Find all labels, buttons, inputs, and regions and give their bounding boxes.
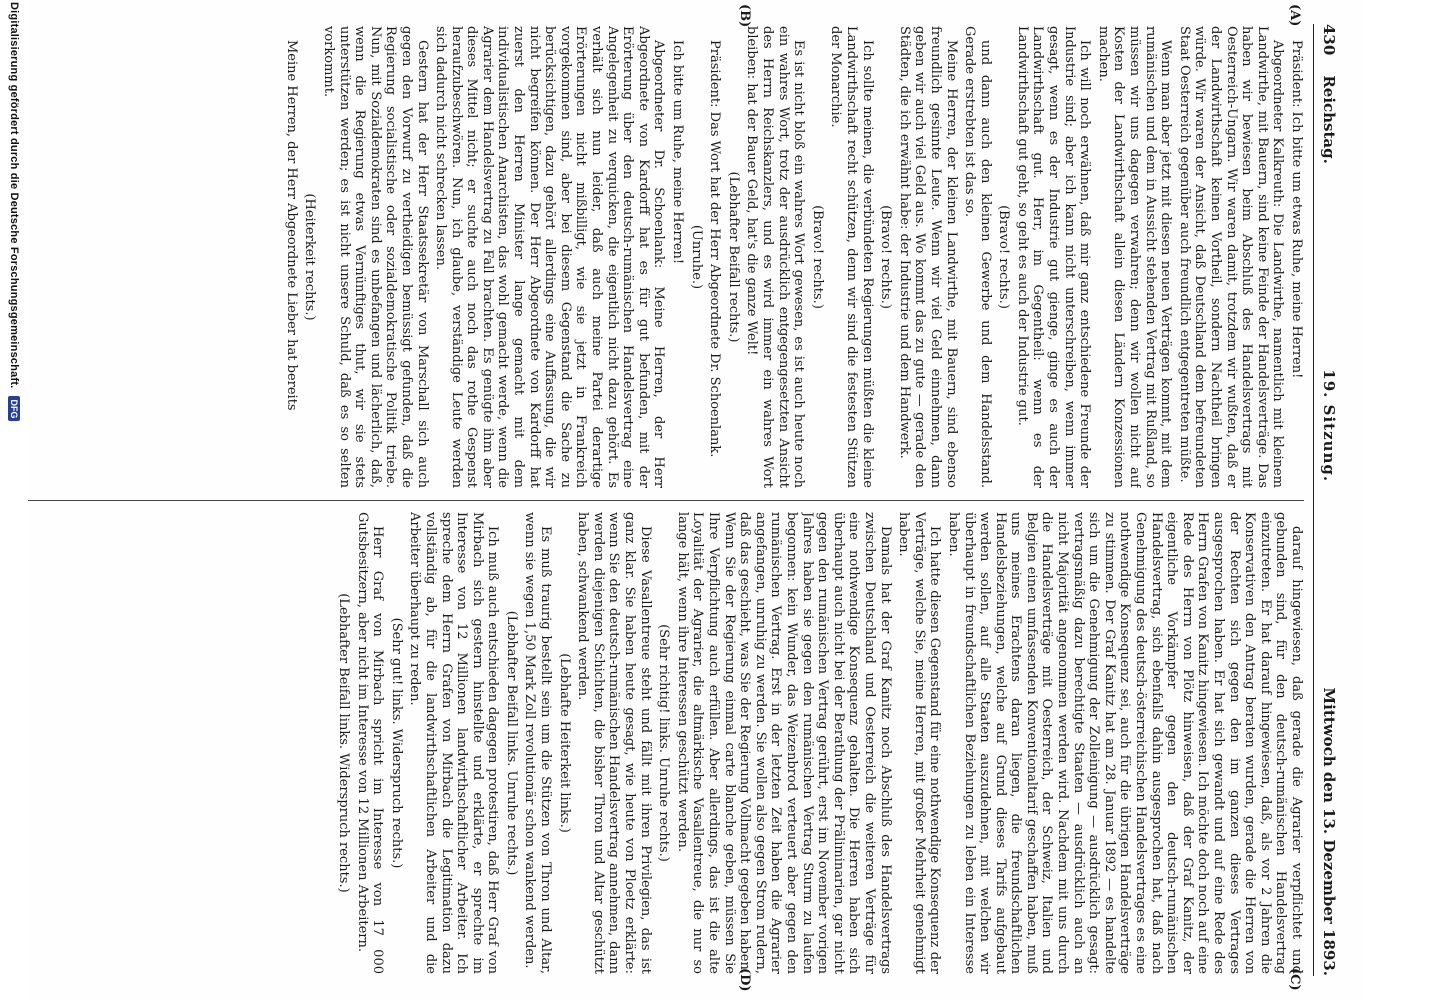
section-marker-d: (D) [737, 968, 752, 992]
right-text-column [12, 512, 1304, 974]
column-divider [14, 500, 1304, 501]
paragraph: (Bravo! rechts.) [809, 205, 825, 309]
page-number: 430 [1320, 24, 1338, 56]
paragraph: (Bravo! rechts.) [878, 205, 894, 309]
paragraph: Ich muß auch entschieden dagegen protestiren, daß Herr Graf von Mirbach sich gestern hinstellte und erklärte, er sprechte im Interesse von 12 Millionen landwirthschaftlicher Arbeiter. Ich spreche dem Herrn Grafen von Mirbach die Legitimation dazu vollständig ab, für die landwirthschaftlichen Arbeiter und die Arbeiter überhaupt zu reden. [407, 512, 501, 974]
dfg-logo: DFG [8, 396, 20, 421]
paragraph: Ich hatte diesen Gegenstand für eine nothwendige Konsequenz der Verträge, welche Sie, meine Herren, mit großer Mehrheit genehmigt haben. [896, 512, 943, 974]
section-marker-c: (C) [1287, 968, 1302, 991]
page-header [1313, 24, 1344, 976]
paragraph: Wenn man aber jetzt mit diesen neuen Verträgen kommt, mit dem rumänischen und dem in Aussicht stehenden Vertrag mit Rußland, so müssen wir uns dagegen verwahren; denn wir wollen nicht auf Kosten der Landwirthschaft allein diesen Ländern Konzessionen machen. [1095, 26, 1174, 488]
paragraph: Herr Graf von Mirbach spricht im Interesse von 17 000 Gutsbesitzern, aber nicht im Interesse von 12 Millionen Arbeitern. [354, 512, 386, 974]
paragraph: Ich bitte um Ruhe, meine Herren! [670, 40, 686, 265]
section-marker-a: (A) [1287, 4, 1302, 27]
paragraph: (Unruhe.) [688, 224, 704, 290]
paragraph: (Lebhafter Beifall rechts.) [725, 171, 741, 343]
paragraph: Ich sollte meinen, die verbündeten Regierungen müßten die kleine Landwirthschaft recht schützen, denn wir sind die festesten Stützen der Monarchie. [828, 26, 875, 488]
paragraph: Meine Herren, der kleinen Landwirthe, mit Bauern, sind ebenso freundlich gesinnte Leute. Wenn wir viel Geld einnehmen, dann geben wir auch viel Geld aus. Wo kommt das zu gute — gerade den Städten, die ich erwähnt habe: der Industrie und dem Handwerk. [896, 26, 959, 488]
paragraph: Es muß traurig bestellt sein um die Stützen von Thron und Altar, wenn sie wegen 1,50 Mark Zoll revolutionär schon wankend werden. [522, 512, 554, 974]
session-date: Mittwoch den 13. Dezember 1893. [1320, 687, 1338, 976]
digitization-attribution: Digitalisierung gefördert durch die Deutsche Forschungsgemeinschaft. [8, 2, 20, 389]
paragraph: Ich will noch erwähnen, daß mir ganz entschiedene Freunde der Industrie sind; aber ich kann nicht unterschreiben, wenn immer gesagt, wenn es der Industrie gut gienge, ginge es auch der Landwirthschaft gut. Herr, im Gegentheil: wenn es der Landwirthschaft gut geht, so geht es auch der Industrie gut. [1014, 26, 1093, 488]
paragraph: Abgeordneter Dr. Schoenlank: Meine Herren, der Herr Abgeordnete von Kardorff hat es für gut befunden, mit der Erörterung über den deutsch-rumänischen Handelsvertrag eine Angelegenheit zu verquicken, die eigentlich nicht dazu gehört. Es verhält sich nun leider, daß auch meine Partei derartige Erörterungen nicht mißbilligt, wie sie jetzt in Frankreich vorgekommen sind, aber bei diesem Gegenstand die Sache zu berücksichtigen, dazu gehört allerdings eine Auffassung, die wir nicht begreifen können. Der Herr Abgeordnete von Kardorff hat zuerst den Herren Minister lange gemacht mit dem individualistischen Anarchisten, das wohl gemacht werde, wenn die Agrarier dem Handelsvertrag zu Fall brachten. Es genügte ihm aber dieses Mittel nicht; er suchte auch noch das rothe Gespenst heraufzubeschwören. Nun, ich glaube, verständige Leute werden sich dadurch nicht schrecken lassen. [433, 26, 667, 488]
left-text-column [12, 26, 1304, 488]
paragraph: Gestern hat der Herr Staatssekretär von Marschall sich auch gegen den Vorwurf zu vertheidigen bemüssigt gefunden, daß die Regierung socialistische oder sozialdemokratische Politik triebe. Nun, mit Sozialdemokraten sind es unbefangen und lächerlich, daß, wenn die Regierung etwas Vernünftiges thut, wir sie stets unterstützen werden; es ist nicht unsere Schuld, daß es so selten vorkommt. [320, 26, 430, 488]
paragraph: Damals hat der Graf Kanitz noch Abschluß des Handelsvertrags zwischen Deutschland und Oesterreich die weiteren Verträge für eine nothwendige Konsequenz gehalten. Die Herren haben sich überhaupt auch nicht bei der Berathung der Präliminarien, gar nicht gegen den rumänischen Vertrag gerührt, erst im November vorigen Jahres haben sie gegen den rumänischen Vertrag Sturm zu laufen begonnen: kein Wunder, das Weizenbrod verteuert aber gegen den rumänischen Vertrag. Erst in der letzten Zeit haben die Agrarier angefangen, unruhig zu werden. Sie wollen also gegen Strom rudern, daß das geschieht, was Sie der Regierung Vollmacht gegeben haben. Wenn Sie der Regierung einmal carte blanche geben, müssen Sie Ihre Verpflichtung auch erfüllen. Aber allerdings, das ist die alte Loyalität der Agrarier, die altmärkische Vasallentreue, die nur so lange hält, wenn ihre Interessen geschützt werden. [674, 512, 893, 974]
paragraph: (Lebhafte Heiterkeit links.) [556, 653, 572, 833]
session-label: 19. Sitzung. [1320, 369, 1338, 483]
paragraph: (Lebhafter Beifall links. Widerspruch rechts.) [335, 593, 351, 893]
section-marker-b: (B) [737, 4, 752, 28]
digitization-footer [0, 0, 28, 1002]
paragraph: Abgeordneter Kalkreuth: Die Landwirthe, namentlich mit kleinem Landwirthe, mit Bauern, sind keine Feinde der Handelsverträge. Das haben wir bewiesen beim Abschluß des Handelsvertrags mit Oesterreich-Ungarn. Wir waren damit, trotzdem wir wußten, daß er der Landwirthschaft keinen Vortheil, sondern Nachtheil bringen würde. Wir waren der Ansicht, daß Deutschland dem befreundeten Staat Oesterreich gegenüber auch freundlich entgegentreten müßte. [1176, 26, 1286, 488]
paragraph: Es ist nicht bloß ein wahres Wort gewesen, es ist auch heute noch ein wahres Wort, trotz der ausdrücklich entgegengesetzten Ansicht des Herrn Reichskanzlers, und es wird immer ein wahres Wort bleiben: hat der Bauer Geld, hat's die ganze Welt! [744, 26, 807, 488]
paragraph: (Sehr richtig! links. Unruhe rechts.) [656, 624, 672, 862]
paragraph: (Sehr gut! links. Widerspruch rechts.) [388, 617, 404, 869]
paragraph: Präsident: Ich bitte um etwas Ruhe, meine Herren! [1289, 40, 1304, 379]
paragraph: und dann auch den kleinen Gewerbe und dem Handelsstand. Gerade erstrebten ist das so. [962, 26, 993, 488]
paragraph: (Heiterkeit rechts.) [302, 193, 318, 321]
publication-title: Reichstag. [1320, 75, 1338, 164]
paragraph: (Lebhafter Beifall links. Unruhe rechts.) [503, 610, 519, 876]
paragraph: Präsident: Das Wort hat der Herr Abgeordnete Dr. Schoenlank. [707, 40, 723, 458]
paragraph: Meine Herren, der Herr Abgeordnete Lieber hat bereits [283, 40, 299, 411]
paragraph: Diese Vasallentreue steht und fällt mit ihren Privilegien, das ist ganz klar. Sie haben heute gesagt, wie heute von Ploetz erklärte: wenn Sie den deutsch-rumänischen Handelsvertrag annehmen, dann werden diejenigen Schichten, die bisher Thron und Altar geschützt haben, schwankend werden. [575, 512, 653, 974]
paragraph: darauf hingewiesen, daß gerade die Agrarier verpflichtet und gebunden sind, für den deutsch-rumänischen Handelsvertrag einzutreten. Er hat darauf hingewiesen, daß, als vor 2 Jahren die Konservativen den Antrag beraten wurden, gerade die Herren von der Rechten sich gegen den im ganzen dieses Vertrages ausgesprochen haben. Er hat sich gewandt und auf eine Rede des Herrn Grafen von Kanitz hingewiesen. Ich möchte doch noch auf eine Rede des Herrn von Plötz hinweisen, daß der Graf Kanitz, der eigentliche Vorkämpfer gegen den deutsch-rumänischen Handelsvertrag, sich ebenfalls dahin ausgesprochen hat, daß nach Genehmigung des deutsch-österreichischen Handelsvertrages es eine nothwendige Konsequenz sei, auch für die übrigen Handelsverträge zu stimmen. Der Graf Kanitz hat am 28. Januar 1892 — es handelte sich um die Genehmigung der Zolleinigung — ausdrücklich gesagt: vertragsmäßig dazu berechtigte Staaten — ausdrücklich auch an nicht Majorität angenommen werden wird. Nachdem mit uns durch die Handelsverträge mit Oesterreich, der Schweiz, Italien und Belgien einen umfassenden Konventionaltarif geschaffen haben, muß uns meines Erachtens daran liegen, die freundschaftlichen Handelsbeziehungen, welche auf Grund dieses Tarifs aufgebaut werden sollen, auf alle Staaten auszudehnen, mit welchen wir überhaupt in freundschaftlichen Beziehungen zu leben ein Interesse haben. [945, 512, 1304, 974]
paragraph: (Bravo! rechts.) [996, 205, 1012, 309]
